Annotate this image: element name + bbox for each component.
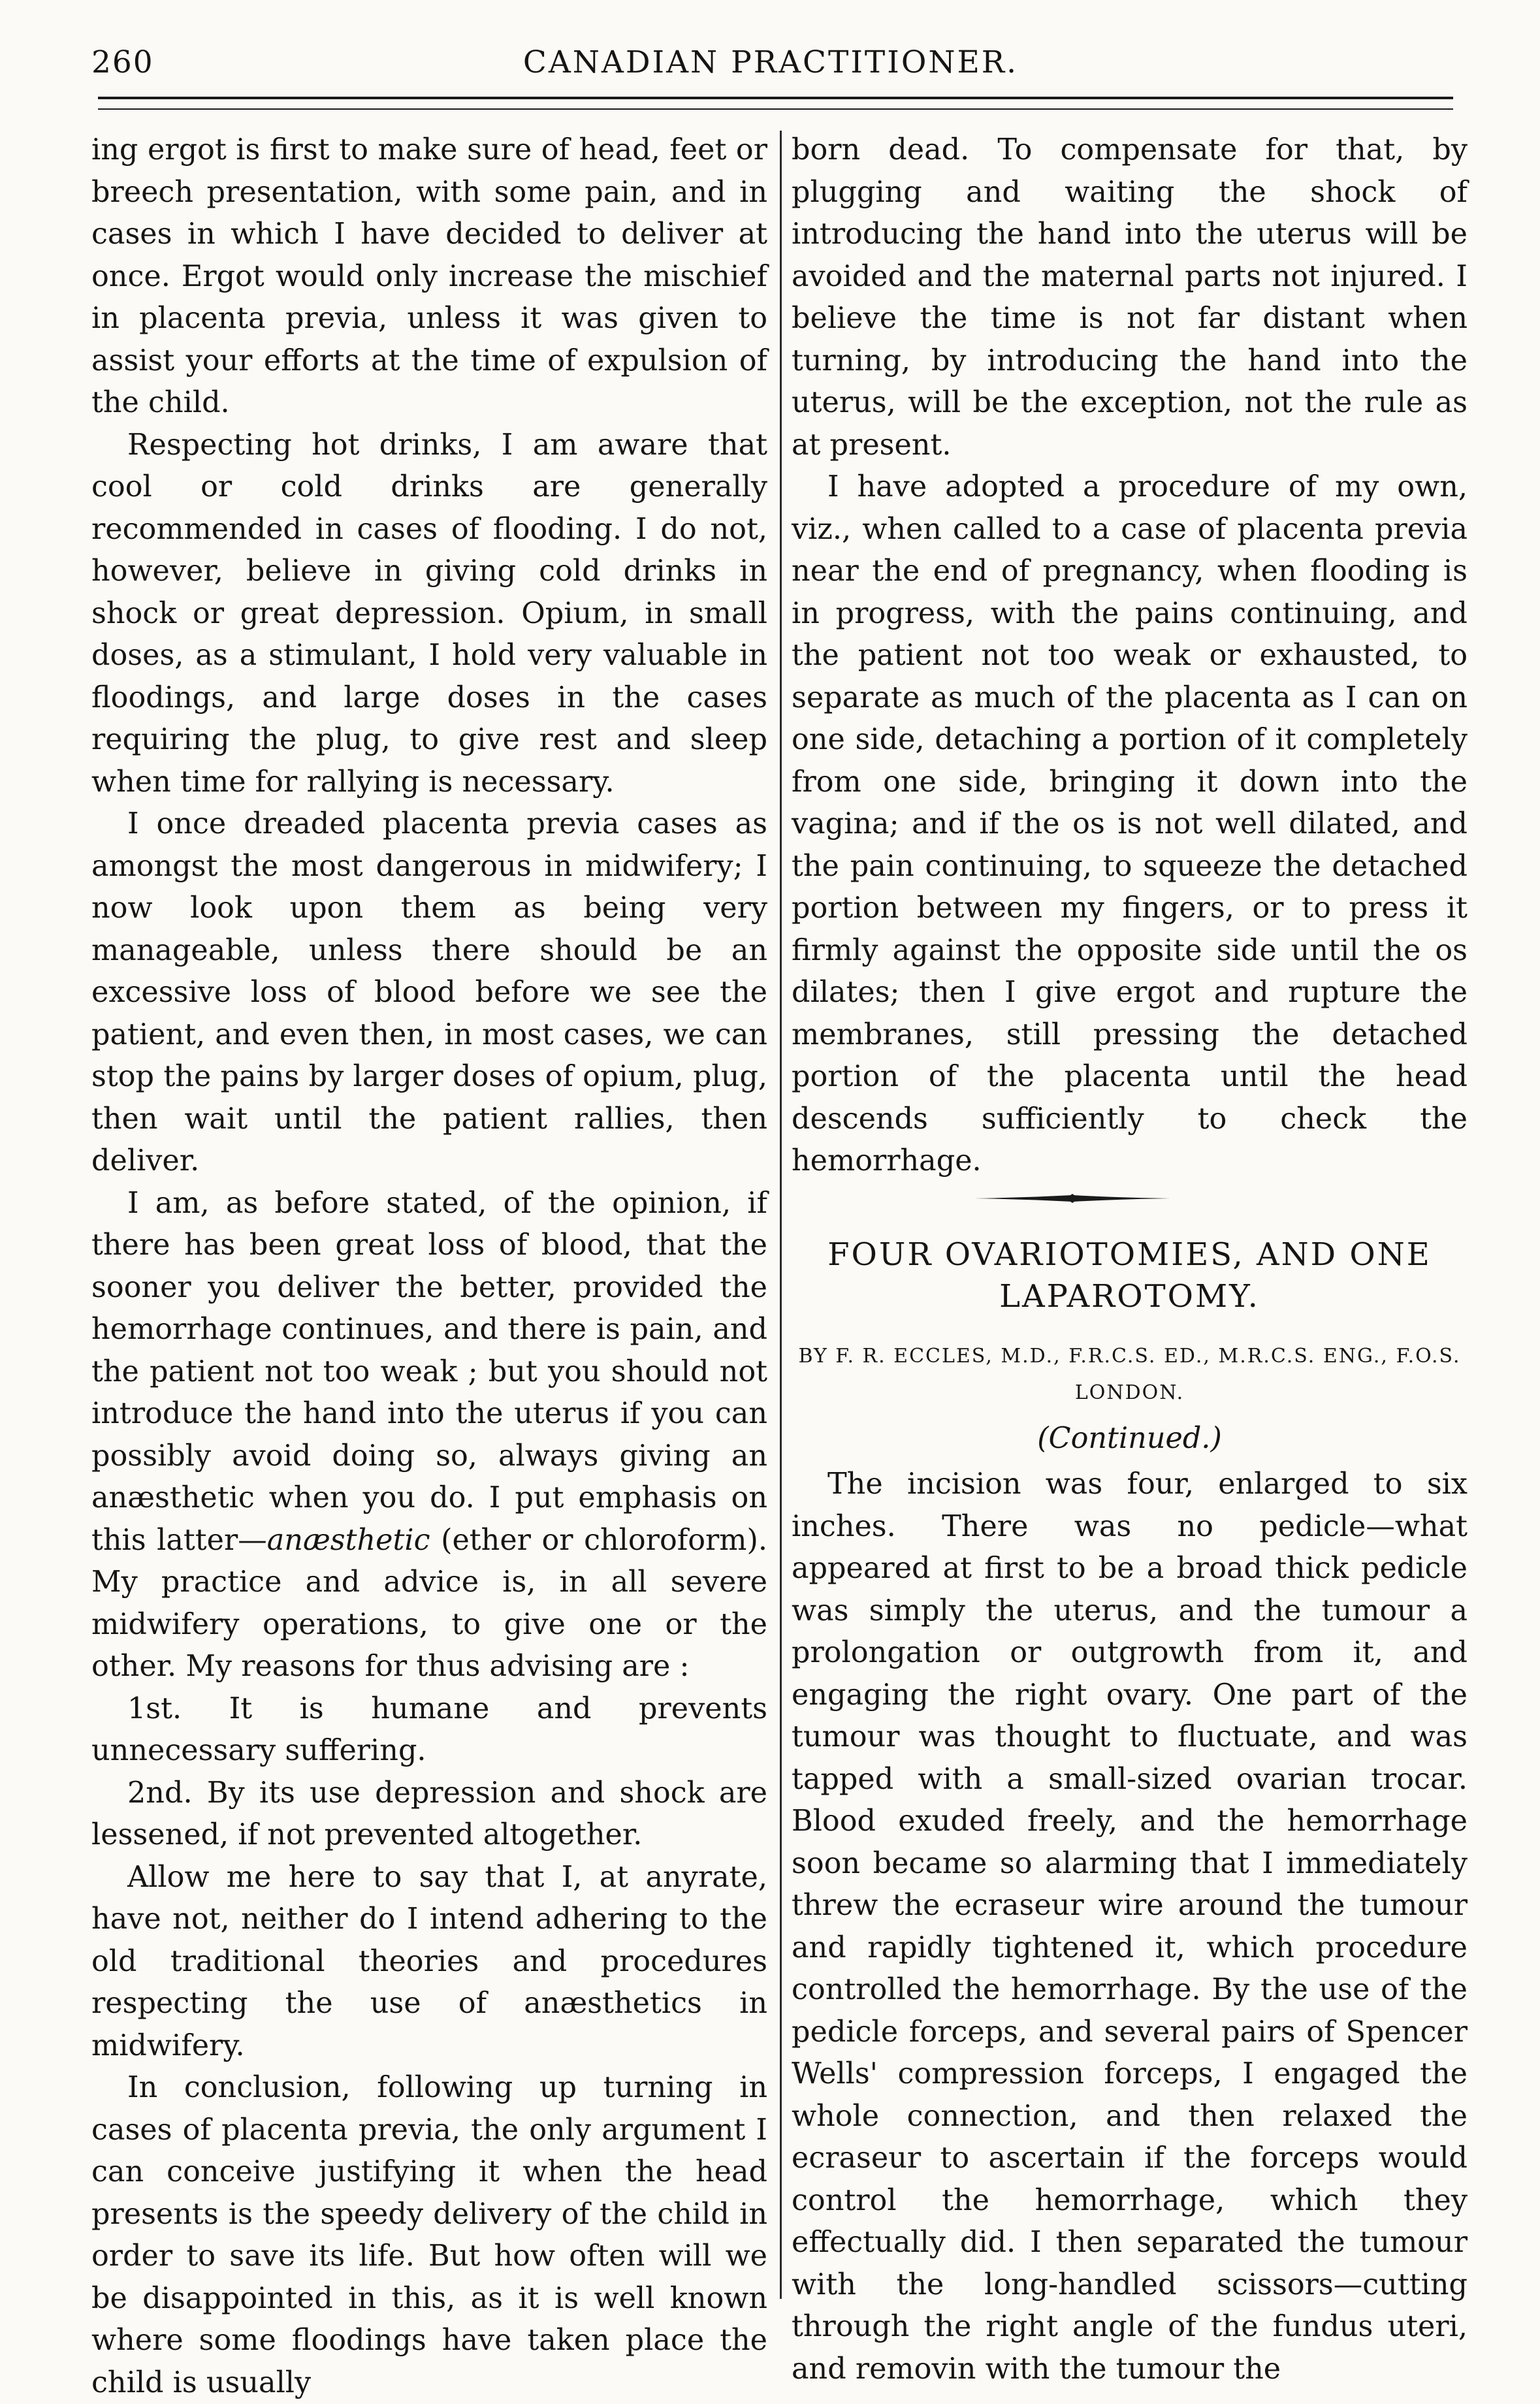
paragraph: Respecting hot drinks, I am aware that cool or cold drinks are generally recommended in cases of flooding. I do not, however, believe in giving cold drinks in shock or great depression. Opium, in small doses, as a stimulant, I hold very valuable in floodings, and large doses in the cases requiring the plug, to give rest and sleep when time for rallying is necessary. [91,428,767,799]
paragraph: The incision was four, enlarged to six inches. There was no pedicle—what appeared at first to be a broad thick pedicle was simply the uterus, and the tumour a prolongation or outgrowth from it, and engaging the right ovary. One part of the tumour was thought to fluctuate, and was tapped with a small-sized ovarian trocar. Blood exuded freely, and the hemorrhage soon became so alarming that I immediately threw the ecraseur wire around the tumour and rapidly tightened it, which procedure controlled the hemorrhage. By the use of the pedicle forceps, and several pairs of Spencer Wells' compression forceps, I engaged the whole connection, and then relaxed the ecraseur to ascertain if the forceps would control the hemorrhage, which they effectually did. I then separated the tumour with the long-handled scissors—cutting through the right angle of the fundus uteri, and removin with the tumour the [792,1467,1468,2386]
text-run: (ether or chloroform). My practice and advice is, in all severe midwifery operations, to give one or the other. My reasons for thus advising are : [91,1523,767,1683]
paragraph: 2nd. By its use depression and shock are lessened, if not prevented altogether. [91,1776,767,1851]
page-header [91,44,1450,90]
paragraph: I have adopted a procedure of my own, viz., when called to a case of placenta previa near the end of pregnancy, when flooding is in progress, with the pains continuing, and the patient not too weak or exhausted, to separate as much of the placenta as I can on one side, detaching a portion of it completely from one side, bringing it down into the vagina; and if the os is not well dilated, and the pain continuing, to squeeze the detached portion between my fingers, or to press it firmly against the opposite side until the os dilates; then I give ergot and rupture the membranes, still pressing the detached portion of the placenta until the head descends sufficiently to check the hemorrhage. [792,470,1468,1178]
paragraph [91,1183,767,1688]
column-divider [780,131,782,2299]
page-number: 260 [91,44,154,80]
header-rule-thin [98,108,1453,110]
emphasis-text: anæsthetic [266,1523,430,1557]
section-ornament [792,1183,1468,1222]
article-byline: BY F. R. ECCLES, M.D., F.R.C.S. ED., M.R.C.S. ENG., F.O.S. LONDON. [798,1344,1461,1404]
paragraph: born dead. To compensate for that, by plugging and waiting the shock of introducing the hand into the uterus will be avoided and the maternal parts not injured. I believe the time is not far distant when turning, by introducing the hand into the uterus, will be the exception, not the rule as at present. [792,133,1468,462]
paragraph: 1st. It is humane and prevents unnecessary suffering. [91,1691,767,1767]
paragraph: Allow me here to say that I, at anyrate, have not, neither do I intend adhering to the old traditional theories and procedures respecting the use of anæsthetics in midwifery. [91,1860,767,2062]
left-column [91,129,767,2404]
right-column [792,129,1468,2390]
ornament-rule-icon [974,1192,1170,1205]
text-run: I am, as before stated, of the opinion, if there has been great loss of blood, that the sooner you deliver the better, provided the hemorrhage continues, and there is pain, and the patient not too weak ; but you should not introduce the hand into the uterus if you can possibly avoid doing so, always giving an anæsthetic when you do. I put emphasis on this latter— [91,1186,767,1557]
running-head: CANADIAN PRACTITIONER. [522,44,1019,80]
paragraph: I once dreaded placenta previa cases as amongst the most dangerous in midwifery; I now look upon them as being very manageable, unless there should be an excessive loss of blood before we see the patient, and even then, in most cases, we can stop the pains by larger doses of opium, plug, then wait until the patient rallies, then deliver. [91,807,767,1178]
paragraph: In conclusion, following up turning in cases of placenta previa, the only argument I can conceive justifying it when the head presents is the speedy delivery of the child in order to save its life. But how often will we be disappointed in this, as it is well known where some floodings have taken place the child is usually [91,2071,767,2399]
paragraph: ing ergot is first to make sure of head, feet or breech presentation, with some pain, and in cases in which I have decided to deliver at once. Ergot would only increase the mischief in placenta previa, unless it was given to assist your efforts at the time of expulsion of the child. [91,133,767,419]
article-title: FOUR OVARIOTOMIES, AND ONE LAPAROTOMY. [827,1236,1432,1315]
continued-note: (Continued.) [1037,1421,1222,1455]
header-rule-thick [98,97,1453,99]
